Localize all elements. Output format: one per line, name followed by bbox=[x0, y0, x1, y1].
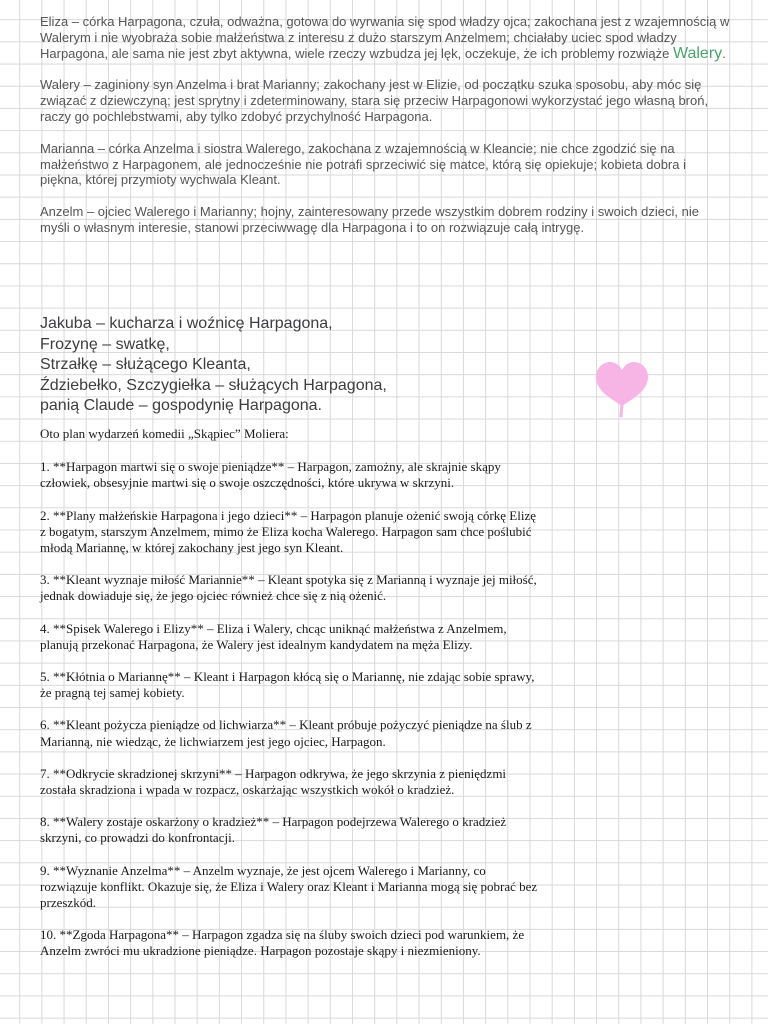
plan-step: 10. **Zgoda Harpagona** – Harpagon zgadza się na śluby swoich dzieci pod warunkiem, że Anzelm zwróci mu ukradzione pieniądze. Harpagon pozostaje skąpy i niezmieniony. bbox=[40, 927, 525, 959]
walery-link[interactable]: Walery bbox=[672, 44, 723, 62]
heart-icon bbox=[594, 360, 650, 418]
plan-step: 1. **Harpagon martwi się o swoje pieniądze** – Harpagon, zamożny, ale skrajnie skąpy człowiek, obsesyjnie martwi się o swoje oszczędności, które ukrywa w skrzyni. bbox=[40, 459, 501, 491]
character-note: Anzelm – ojciec Walerego i Marianny; hojny, zainteresowany przede wszystkim dobrem rodziny i swoich dzieci, nie myśli o własnym interesie, stanowi przeciwwagę dla Harpagona i to on rozwiązuje całą intrygę. bbox=[40, 204, 699, 235]
character-note: Eliza – córka Harpagona, czuła, odważna, gotowa do wyrwania się spod władzy ojca; zakochana jest z wzajemnością w Walerym i nie wyobraża sobie małżeństwa z interesu z dużo starszym Anzelmem; chciałaby uciec spod władzy Harpagona, ale sama nie jest zbyt aktywna, wiele rzeczy wzbudza jej lęk, oczekuje, że ich problemy rozwiąże Walery. bbox=[40, 14, 730, 62]
plan-step: 6. **Kleant pożycza pieniądze od lichwiarza** – Kleant próbuje pożyczyć pieniądze na ślub z Marianną, nie wiedząc, że lichwiarzem jest jego ojciec, Harpagon. bbox=[40, 717, 532, 749]
plan-step: 9. **Wyznanie Anzelma** – Anzelm wyznaje, że jest ojcem Walerego i Marianny, co rozwiązuje konflikt. Okazuje się, że Eliza i Walery oraz Kleant i Marianna mogą się pobrać bez przeszkód. bbox=[40, 862, 538, 911]
servant-line: Frozynę – swatkę, bbox=[40, 335, 170, 353]
servant-line: Ździebełko, Szczygiełka – służących Harpagona, bbox=[40, 376, 387, 394]
servant-line: panią Claude – gospodynię Harpagona. bbox=[40, 397, 322, 414]
character-note: Marianna – córka Anzelma i siostra Walerego, zakochana z wzajemnością w Kleancie; nie chce zgodzić się na małżeństwo z Harpagonem, ale jednocześnie nie potrafi sprzeciwić się matce, którą się opiekuje; kobieta dobra i piękna, której przymioty wychwala Kleant. bbox=[40, 140, 686, 188]
plan-step: 8. **Walery zostaje oskarżony o kradzież** – Harpagon podejrzewa Walerego o kradzież skrzyni, co prowadzi do konfrontacji. bbox=[40, 814, 507, 846]
character-notes bbox=[40, 14, 730, 252]
plan-step: 5. **Kłótnia o Mariannę** – Kleant i Harpagon kłócą się o Mariannę, nie zdając sobie sprawy, że pragną tej samej kobiety. bbox=[40, 669, 535, 701]
plan-intro: Oto plan wydarzeń komedii „Skąpiec” Moliera: bbox=[40, 426, 289, 441]
plan-step: 4. **Spisek Walerego i Elizy** – Eliza i Walery, chcąc uniknąć małżeństwa z Anzelmem, planują przekonać Harpagona, że Walery jest idealnym kandydatem na męża Elizy. bbox=[40, 620, 507, 652]
plot-plan bbox=[40, 426, 540, 976]
plan-step: 3. **Kleant wyznaje miłość Mariannie** – Kleant spotyka się z Marianną i wyznaje jej miłość, jednak dowiaduje się, że jego ojciec również chce się z nią ożenić. bbox=[40, 572, 537, 604]
servant-line: Jakuba – kucharza i woźnicę Harpagona, bbox=[40, 315, 333, 332]
servants-list bbox=[40, 314, 600, 417]
character-note: Walery – zaginiony syn Anzelma i brat Marianny; zakochany jest w Elizie, od początku szuka sposobu, aby móc się związać z dziewczyną; jest sprytny i zdeterminowany, stara się przeciw Harpagonowi wykorzystać jego własną broń, raczy go pochlebstwami, aby tylko zdobyć przychylność Harpagona. bbox=[40, 77, 709, 124]
plan-step: 7. **Odkrycie skradzionej skrzyni** – Harpagon odkrywa, że jego skrzynia z pieniędzmi została skradziona i wpada w rozpacz, oskarżając wszystkich wokół o kradzież. bbox=[40, 765, 507, 798]
servant-line: Strzałkę – służącego Kleanta, bbox=[40, 356, 251, 373]
plan-step: 2. **Plany małżeńskie Harpagona i jego dzieci** – Harpagon planuje ożenić swoją córkę Elizę z bogatym, starszym Anzelmem, mimo że Eliza kocha Walerego. Harpagon sam chce poślubić młodą Mariannę, w której zakochany jest jego syn Kleant. bbox=[40, 507, 536, 556]
